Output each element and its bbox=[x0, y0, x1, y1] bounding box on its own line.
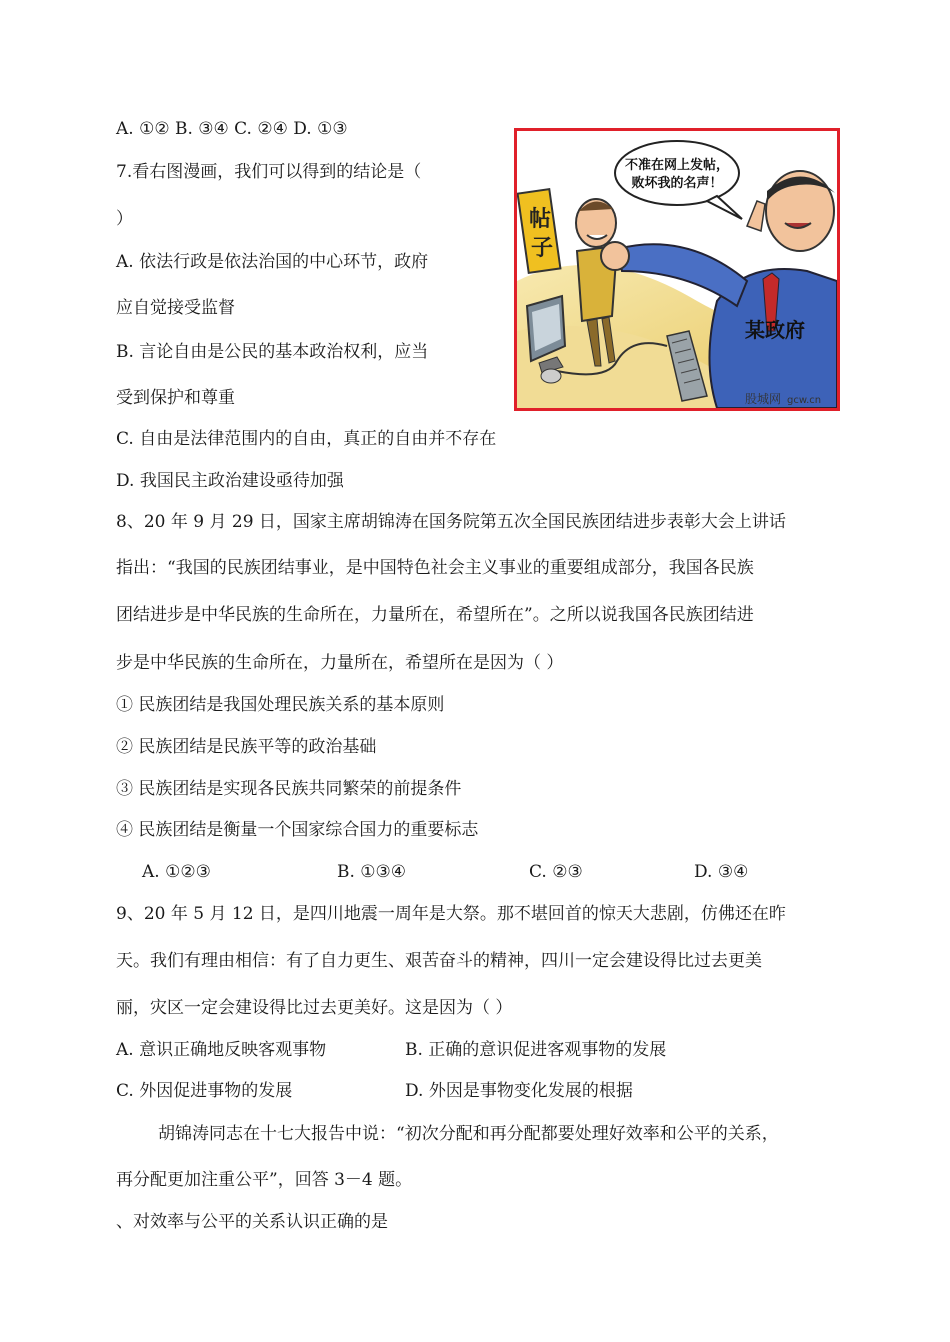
q9-stem-line2: 天。我们有理由相信：有了自力更生、艰苦奋斗的精神，四川一定会建设得比过去更美 bbox=[116, 951, 762, 971]
q9-option-c: C. 外因促进事物的发展 bbox=[116, 1081, 293, 1101]
cartoon-illustration bbox=[517, 131, 837, 408]
q7-option-b-line2: 受到保护和尊重 bbox=[116, 388, 235, 408]
q8-item-4: ④ 民族团结是衡量一个国家综合国力的重要标志 bbox=[116, 820, 479, 840]
post-sign-char-2: 子 bbox=[531, 236, 554, 261]
q9-stem-line1: 9、20 年 5 月 12 日，是四川地震一周年是大祭。那不堪回首的惊天大悲剧，仿佛还在昨 bbox=[116, 904, 786, 924]
intro-line2: 再分配更加注重公平”，回答 3－4 题。 bbox=[116, 1170, 413, 1190]
watermark-url: gcw.cn bbox=[787, 395, 822, 406]
q7-stem-line2: ） bbox=[116, 209, 133, 229]
q7-option-b-line1: B. 言论自由是公民的基本政治权利，应当 bbox=[116, 342, 429, 362]
q8-option-b: B. ①③④ bbox=[337, 862, 407, 882]
q9-option-b: B. 正确的意识促进客观事物的发展 bbox=[405, 1040, 667, 1060]
watermark: 股城网 bbox=[745, 392, 782, 406]
q8-option-c: C. ②③ bbox=[529, 862, 583, 882]
post-sign-char-1: 帖 bbox=[529, 207, 552, 232]
q8-stem-line3: 团结进步是中华民族的生命所在，力量所在，希望所在”。之所以说我国各民族团结进 bbox=[116, 605, 754, 625]
q9-stem-line3: 丽，灾区一定会建设得比过去更美好。这是因为（ ） bbox=[116, 998, 513, 1018]
q7-option-d: D. 我国民主政治建设亟待加强 bbox=[116, 471, 344, 491]
cartoon-figure bbox=[514, 128, 840, 411]
speech-line-1: 不准在网上发帖， bbox=[624, 158, 730, 173]
government-label: 某政府 bbox=[745, 318, 805, 342]
q8-stem-line1: 8、20 年 9 月 29 日，国家主席胡锦涛在国务院第五次全国民族团结进步表彰大会上讲话 bbox=[116, 512, 786, 532]
intro-line1: 胡锦涛同志在十七大报告中说：“初次分配和再分配都要处理好效率和公平的关系， bbox=[158, 1124, 779, 1144]
q9-option-a: A. 意识正确地反映客观事物 bbox=[116, 1040, 327, 1060]
q9-option-d: D. 外因是事物变化发展的根据 bbox=[405, 1081, 633, 1101]
question-stem: 、对效率与公平的关系认识正确的是 bbox=[116, 1212, 388, 1232]
q8-option-a: A. ①②③ bbox=[142, 862, 211, 882]
q8-option-d: D. ③④ bbox=[694, 862, 749, 882]
q7-option-c: C. 自由是法律范围内的自由，真正的自由并不存在 bbox=[116, 429, 497, 449]
q7-option-a-line1: A. 依法行政是依法治国的中心环节，政府 bbox=[116, 252, 429, 272]
q7-stem-line1: 7.看右图漫画，我们可以得到的结论是（ bbox=[116, 162, 422, 182]
q8-item-2: ② 民族团结是民族平等的政治基础 bbox=[116, 737, 377, 757]
q8-item-1: ① 民族团结是我国处理民族关系的基本原则 bbox=[116, 695, 445, 715]
q8-stem-line2: 指出：“我国的民族团结事业，是中国特色社会主义事业的重要组成部分，我国各民族 bbox=[116, 558, 754, 578]
q8-stem-line4: 步是中华民族的生命所在，力量所在，希望所在是因为（ ） bbox=[116, 653, 564, 673]
q6-options: A. ①② B. ③④ C. ②④ D. ①③ bbox=[116, 119, 348, 139]
q8-item-3: ③ 民族团结是实现各民族共同繁荣的前提条件 bbox=[116, 779, 462, 799]
q7-option-a-line2: 应自觉接受监督 bbox=[116, 298, 235, 318]
speech-line-2: 败坏我的名声！ bbox=[631, 176, 723, 191]
